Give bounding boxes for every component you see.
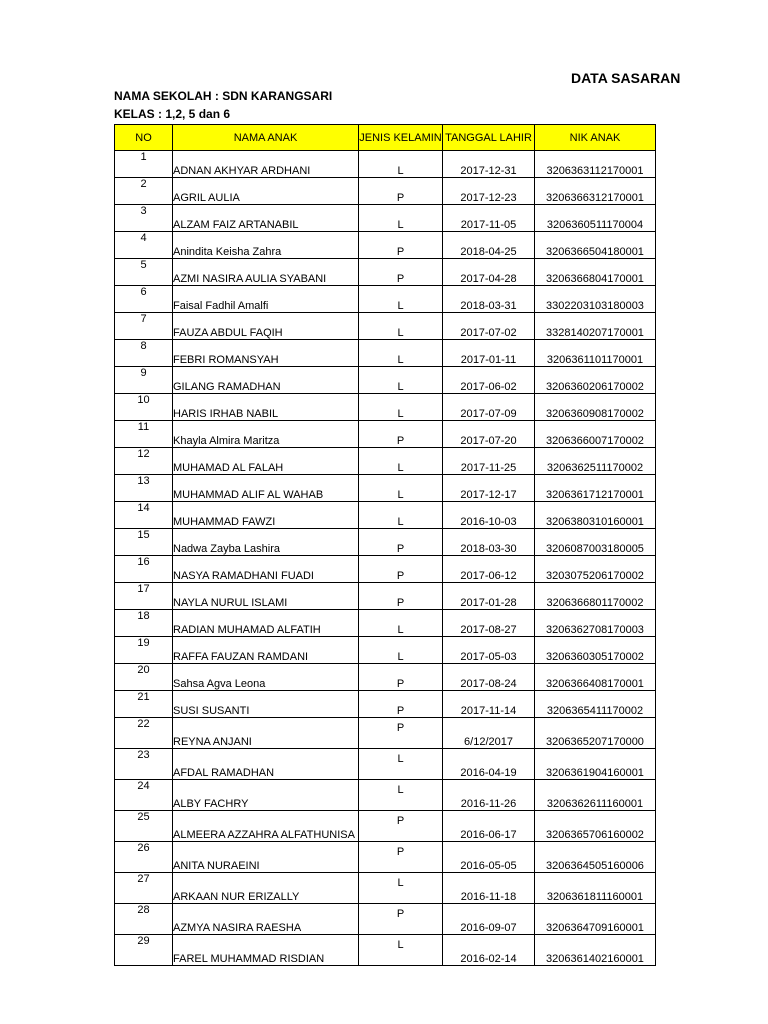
student-name: Faisal Fadhil Amalfi	[173, 286, 359, 313]
student-table	[114, 124, 656, 966]
nik-number: 3206380310160001	[535, 502, 656, 529]
gender: L	[359, 313, 443, 340]
gender: L	[359, 637, 443, 664]
table-row	[115, 556, 656, 583]
gender: L	[359, 205, 443, 232]
student-name: RADIAN MUHAMAD ALFATIH	[173, 610, 359, 637]
student-name: ALZAM FAIZ ARTANABIL	[173, 205, 359, 232]
table-row	[115, 448, 656, 475]
nik-number: 3206365411170002	[535, 691, 656, 718]
gender: P	[359, 178, 443, 205]
birth-date: 2017-06-12	[443, 556, 535, 583]
row-number: 22	[115, 718, 173, 749]
student-name: Nadwa Zayba Lashira	[173, 529, 359, 556]
row-number: 25	[115, 811, 173, 842]
table-row	[115, 502, 656, 529]
row-number: 3	[115, 205, 173, 232]
nik-number: 3206360305170002	[535, 637, 656, 664]
nik-number: 3206366007170002	[535, 421, 656, 448]
table-row	[115, 313, 656, 340]
gender: L	[359, 151, 443, 178]
header-nama-anak: NAMA ANAK	[173, 125, 359, 151]
row-number: 24	[115, 780, 173, 811]
birth-date: 2016-11-26	[443, 780, 535, 811]
gender: L	[359, 475, 443, 502]
nik-number: 3206366801170002	[535, 583, 656, 610]
student-name: AFDAL RAMADHAN	[173, 749, 359, 780]
gender: P	[359, 842, 443, 873]
gender: P	[359, 583, 443, 610]
table-row	[115, 259, 656, 286]
student-name: ANITA NURAEINI	[173, 842, 359, 873]
gender: P	[359, 691, 443, 718]
nik-number: 3206366408170001	[535, 664, 656, 691]
student-name: GILANG RAMADHAN	[173, 367, 359, 394]
gender: L	[359, 749, 443, 780]
nik-number: 3206360511170004	[535, 205, 656, 232]
birth-date: 2017-08-24	[443, 664, 535, 691]
gender: L	[359, 367, 443, 394]
student-name: MUHAMMAD ALIF AL WAHAB	[173, 475, 359, 502]
table-row	[115, 811, 656, 842]
gender: P	[359, 718, 443, 749]
row-number: 11	[115, 421, 173, 448]
nik-number: 3206362611160001	[535, 780, 656, 811]
birth-date: 2017-12-17	[443, 475, 535, 502]
birth-date: 2017-08-27	[443, 610, 535, 637]
birth-date: 2017-04-28	[443, 259, 535, 286]
birth-date: 2017-11-05	[443, 205, 535, 232]
table-row	[115, 583, 656, 610]
table-row	[115, 205, 656, 232]
student-name: NASYA RAMADHANI FUADI	[173, 556, 359, 583]
student-name: AZMI NASIRA AULIA SYABANI	[173, 259, 359, 286]
row-number: 5	[115, 259, 173, 286]
row-number: 10	[115, 394, 173, 421]
student-name: FAREL MUHAMMAD RISDIAN	[173, 935, 359, 966]
nik-number: 3203075206170002	[535, 556, 656, 583]
birth-date: 2017-01-11	[443, 340, 535, 367]
gender: P	[359, 664, 443, 691]
student-name: FAUZA ABDUL FAQIH	[173, 313, 359, 340]
student-name: FEBRI ROMANSYAH	[173, 340, 359, 367]
student-name: AZMYA NASIRA RAESHA	[173, 904, 359, 935]
table-row	[115, 178, 656, 205]
student-name: ALMEERA AZZAHRA ALFATHUNISA	[173, 811, 359, 842]
birth-date: 2017-01-28	[443, 583, 535, 610]
table-row	[115, 749, 656, 780]
row-number: 20	[115, 664, 173, 691]
student-name: MUHAMMAD FAWZI	[173, 502, 359, 529]
gender: L	[359, 610, 443, 637]
row-number: 9	[115, 367, 173, 394]
birth-date: 6/12/2017	[443, 718, 535, 749]
row-number: 16	[115, 556, 173, 583]
header-tanggal-lahir: TANGGAL LAHIR	[443, 125, 535, 151]
row-number: 18	[115, 610, 173, 637]
birth-date: 2017-07-09	[443, 394, 535, 421]
table-row	[115, 367, 656, 394]
nik-number: 3206364505160006	[535, 842, 656, 873]
nik-number: 3206366504180001	[535, 232, 656, 259]
student-name: MUHAMAD AL FALAH	[173, 448, 359, 475]
row-number: 14	[115, 502, 173, 529]
birth-date: 2017-06-02	[443, 367, 535, 394]
nik-number: 3206366312170001	[535, 178, 656, 205]
nik-number: 3206366804170001	[535, 259, 656, 286]
table-row	[115, 718, 656, 749]
birth-date: 2017-05-03	[443, 637, 535, 664]
student-name: REYNA ANJANI	[173, 718, 359, 749]
nik-number: 3206364709160001	[535, 904, 656, 935]
table-row	[115, 151, 656, 178]
row-number: 2	[115, 178, 173, 205]
table-row	[115, 780, 656, 811]
gender: L	[359, 394, 443, 421]
nik-number: 3206361101170001	[535, 340, 656, 367]
gender: P	[359, 421, 443, 448]
student-name: HARIS IRHAB NABIL	[173, 394, 359, 421]
nik-number: 3206362511170002	[535, 448, 656, 475]
gender: P	[359, 232, 443, 259]
gender: P	[359, 811, 443, 842]
birth-date: 2016-05-05	[443, 842, 535, 873]
nik-number: 3206360908170002	[535, 394, 656, 421]
nik-number: 3206361712170001	[535, 475, 656, 502]
table-row	[115, 421, 656, 448]
gender: L	[359, 873, 443, 904]
birth-date: 2017-11-14	[443, 691, 535, 718]
birth-date: 2017-07-02	[443, 313, 535, 340]
birth-date: 2016-02-14	[443, 935, 535, 966]
gender: P	[359, 556, 443, 583]
row-number: 29	[115, 935, 173, 966]
student-name: Anindita Keisha Zahra	[173, 232, 359, 259]
row-number: 12	[115, 448, 173, 475]
table-row	[115, 286, 656, 313]
student-name: ADNAN AKHYAR ARDHANI	[173, 151, 359, 178]
table-row	[115, 935, 656, 966]
nik-number: 3302203103180003	[535, 286, 656, 313]
student-name: ALBY FACHRY	[173, 780, 359, 811]
nik-number: 3206361904160001	[535, 749, 656, 780]
row-number: 23	[115, 749, 173, 780]
table-row	[115, 691, 656, 718]
student-name: NAYLA NURUL ISLAMI	[173, 583, 359, 610]
birth-date: 2017-12-23	[443, 178, 535, 205]
nik-number: 3206361811160001	[535, 873, 656, 904]
header-nik-anak: NIK ANAK	[535, 125, 656, 151]
table-row	[115, 232, 656, 259]
row-number: 15	[115, 529, 173, 556]
row-number: 19	[115, 637, 173, 664]
birth-date: 2017-11-25	[443, 448, 535, 475]
gender: L	[359, 502, 443, 529]
birth-date: 2016-11-18	[443, 873, 535, 904]
student-name: RAFFA FAUZAN RAMDANI	[173, 637, 359, 664]
nik-number: 3206363112170001	[535, 151, 656, 178]
row-number: 26	[115, 842, 173, 873]
row-number: 28	[115, 904, 173, 935]
row-number: 6	[115, 286, 173, 313]
nik-number: 3206365207170000	[535, 718, 656, 749]
header-jenis-kelamin: JENIS KELAMIN	[359, 125, 443, 151]
row-number: 21	[115, 691, 173, 718]
nik-number: 3206360206170002	[535, 367, 656, 394]
birth-date: 2018-04-25	[443, 232, 535, 259]
birth-date: 2016-10-03	[443, 502, 535, 529]
gender: P	[359, 529, 443, 556]
gender: P	[359, 259, 443, 286]
table-row	[115, 664, 656, 691]
birth-date: 2017-12-31	[443, 151, 535, 178]
row-number: 13	[115, 475, 173, 502]
nik-number: 3328140207170001	[535, 313, 656, 340]
table-row	[115, 873, 656, 904]
table-row	[115, 340, 656, 367]
gender: L	[359, 286, 443, 313]
birth-date: 2018-03-30	[443, 529, 535, 556]
gender: P	[359, 904, 443, 935]
header-no: NO	[115, 125, 173, 151]
table-row	[115, 610, 656, 637]
student-name: Khayla Almira Maritza	[173, 421, 359, 448]
student-name: SUSI SUSANTI	[173, 691, 359, 718]
birth-date: 2016-04-19	[443, 749, 535, 780]
table-row	[115, 529, 656, 556]
row-number: 4	[115, 232, 173, 259]
student-name: Sahsa Agva Leona	[173, 664, 359, 691]
gender: L	[359, 448, 443, 475]
table-row	[115, 842, 656, 873]
table-row	[115, 637, 656, 664]
nik-number: 3206087003180005	[535, 529, 656, 556]
nik-number: 3206362708170003	[535, 610, 656, 637]
nik-number: 3206361402160001	[535, 935, 656, 966]
school-name: NAMA SEKOLAH : SDN KARANGSARI	[114, 89, 333, 103]
table-row	[115, 394, 656, 421]
table-row	[115, 475, 656, 502]
row-number: 17	[115, 583, 173, 610]
row-number: 1	[115, 151, 173, 178]
nik-number: 3206365706160002	[535, 811, 656, 842]
document-title: DATA SASARAN	[571, 70, 681, 86]
gender: L	[359, 780, 443, 811]
birth-date: 2017-07-20	[443, 421, 535, 448]
gender: L	[359, 935, 443, 966]
birth-date: 2018-03-31	[443, 286, 535, 313]
table-row	[115, 904, 656, 935]
student-name: AGRIL AULIA	[173, 178, 359, 205]
table-header-row	[115, 125, 656, 151]
gender: L	[359, 340, 443, 367]
row-number: 27	[115, 873, 173, 904]
student-name: ARKAAN NUR ERIZALLY	[173, 873, 359, 904]
birth-date: 2016-09-07	[443, 904, 535, 935]
birth-date: 2016-06-17	[443, 811, 535, 842]
class-info: KELAS : 1,2, 5 dan 6	[114, 107, 231, 121]
row-number: 7	[115, 313, 173, 340]
row-number: 8	[115, 340, 173, 367]
